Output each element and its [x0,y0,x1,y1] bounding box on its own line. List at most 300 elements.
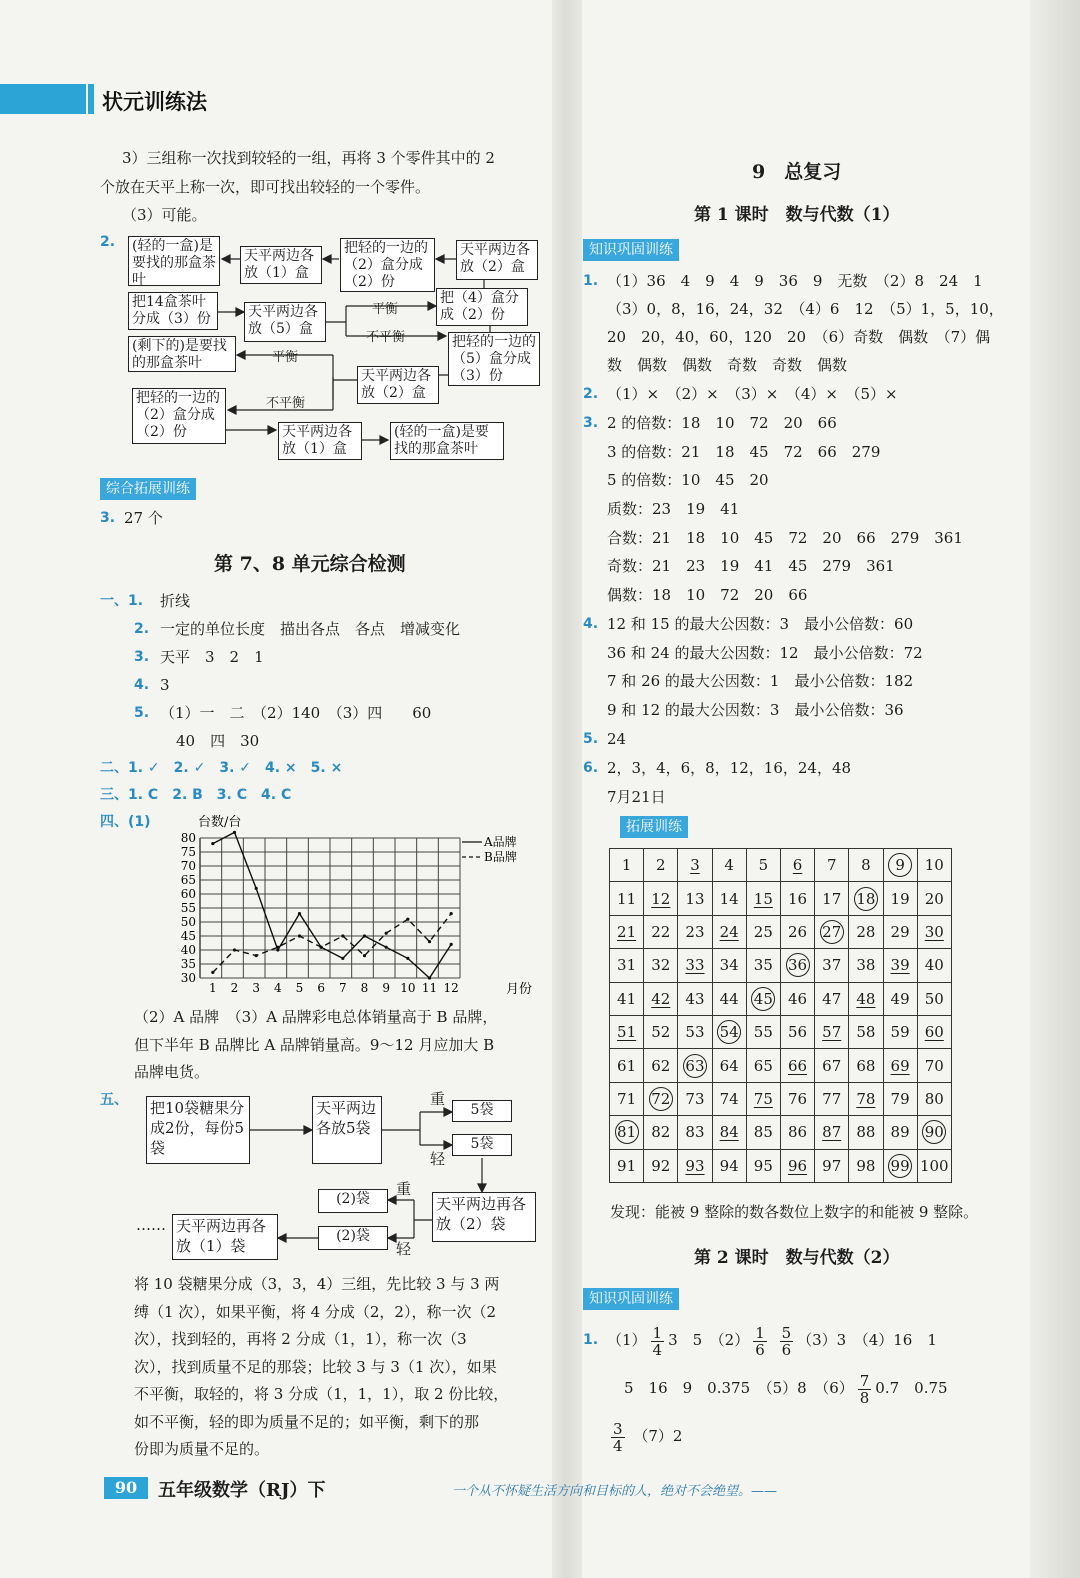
flow-box-result-light: (轻的一盒)是要找的那盒茶叶 [128,236,220,286]
r-a6-answer-2: 7月21日 [607,788,666,806]
grid-number: 34 [719,956,739,975]
grid-number: 65 [753,1056,773,1075]
s1-5-num: 5. [134,705,150,721]
r-a4-num: 4. [583,616,599,632]
explanation-line: 如不平衡，轻的即为质量不足的；如平衡，剩下的那 [134,1412,480,1431]
s1-2-answer: 一定的单位长度 描出各点 各点 增减变化 [160,620,461,638]
grid-row [610,1015,952,1048]
circled-number: 27 [820,920,844,944]
grid-number: 86 [787,1123,808,1142]
grid-number: 47 [822,989,842,1008]
grid-cell [849,915,883,948]
section-tag-extended: 综合拓展训练 [100,478,196,500]
grid-number: 59 [890,1023,910,1042]
grid-number: 29 [890,922,910,941]
circled-number: 72 [649,1087,673,1111]
underlined-number: 48 [856,989,876,1008]
underlined-number: 15 [753,889,773,908]
grid-cell [678,982,712,1015]
grid-cell [849,982,883,1015]
grid-number: 98 [856,1156,876,1175]
fraction-num: 7 [859,1371,870,1390]
chart-y-tick: 45 [180,929,196,943]
grid-cell [712,1116,746,1149]
grid-number: 52 [651,1023,671,1042]
b1-part: 0.7 0.75 [875,1379,948,1397]
flow-label-balance: 平衡 [372,302,399,317]
grid-number: 68 [856,1056,876,1075]
chart-y-tick: 40 [180,943,196,957]
grid-number: 8 [861,856,871,875]
r-a1-line-3: 20 20，40，60，120 20 （6）奇数 偶数 （7）偶 [607,328,991,346]
grid-cell [746,1149,780,1182]
grid-row [610,1116,952,1149]
grid-cell [780,1082,814,1115]
b1-part: （7）2 [633,1427,683,1445]
grid-number: 73 [685,1089,705,1108]
r-a2-num: 2. [583,386,599,402]
grid-cell [644,882,678,915]
flow-label-unbalance-2: 不平衡 [266,396,306,411]
grid-cell [849,1082,883,1115]
grid-row [610,849,952,882]
chart-y-tick: 50 [180,915,196,929]
lesson-2-title: 第 2 课时 数与代数（2） [694,1248,900,1268]
explanation-line: 不平衡，取轻的，将 3 分成（1，1，1），取 2 份比较， [134,1385,509,1403]
grid-number: 38 [856,956,876,975]
flow2-label-light: 轻 [430,1150,446,1168]
flow-box-result-light-b: (轻的一盒)是要找的那盒茶叶 [390,422,504,460]
grid-cell [644,1015,678,1048]
grid-cell [780,882,814,915]
grid-number: 85 [753,1123,773,1142]
fraction-den: 4 [613,1436,623,1455]
grid-number: 95 [753,1156,773,1175]
s4-answer-2: 但下半年 B 品牌比 A 品牌销量高。9～12 月应加大 B [134,1036,495,1054]
underlined-number: 93 [685,1156,705,1175]
grid-cell [746,915,780,948]
underlined-number: 33 [685,956,705,975]
grid-cell [746,1049,780,1082]
fraction-den: 4 [652,1340,663,1359]
grid-cell [780,1049,814,1082]
grid-number: 37 [822,956,842,975]
grid-number: 100 [919,1156,949,1175]
chart-x-tick: 10 [400,981,416,995]
grid-cell [917,1149,951,1182]
grid-number: 79 [890,1089,910,1108]
underlined-number: 24 [719,922,739,941]
fraction-num: 5 [781,1323,792,1342]
grid-cell [849,949,883,982]
flow-box-split-4: 把（4）盒分成（2）份 [436,288,528,326]
grid-cell [917,949,951,982]
s1-1-num: 一、1. [100,593,144,609]
explanation-line: 将 10 袋糖果分成（3，3，4）三组，先比较 3 与 3 两 [134,1275,500,1293]
circled-number: 36 [786,953,810,977]
chart-x-tick: 6 [317,981,325,995]
grid-row [610,882,952,915]
chart-x-tick: 8 [360,981,369,995]
circled-number: 45 [751,987,775,1011]
underlined-number: 51 [617,1023,637,1042]
grid-row [610,1082,952,1115]
grid-number: 43 [685,989,705,1008]
grid-cell [780,915,814,948]
chart-x-tick: 7 [339,981,347,995]
r-a1-num: 1. [583,273,599,289]
underlined-number: 66 [787,1056,808,1075]
fraction [858,1373,872,1406]
grid-number: 11 [617,889,637,908]
grid-cell [712,1082,746,1115]
grid-cell [815,982,849,1015]
circled-number: 9 [888,853,912,877]
flow-box-weigh-1b: 天平两边各放（1）盒 [278,422,362,460]
s1-5-answer: （1）一 二 （2）140 （3）四 60 [160,704,432,722]
grid-number: 77 [822,1089,842,1108]
fraction [651,1325,665,1358]
grid-cell [849,1015,883,1048]
grid-number: 71 [617,1089,637,1108]
fraction-den: 6 [781,1340,792,1359]
s1-2-num: 2. [134,621,150,637]
grid-cell [644,949,678,982]
s5-label: 五、 [100,1092,128,1108]
b1-part: 3 5 （2） [668,1331,750,1349]
fraction-den: 6 [755,1340,765,1359]
chart-x-tick: 3 [252,981,260,995]
chart-x-tick: 9 [382,981,390,995]
grid-cell [780,1149,814,1182]
underlined-number: 6 [792,856,803,875]
page-number: 90 [104,1477,148,1499]
s1-4-answer: 3 [160,676,170,694]
r-a3-line-3: 5 的倍数：10 45 20 [607,471,769,489]
s4-answer-1: （2）A 品牌 （3）A 品牌彩电总体销量高于 B 品牌， [134,1008,498,1026]
fraction [753,1325,767,1358]
grid-number: 35 [753,956,773,975]
grid-cell [712,1015,746,1048]
s1-3-num: 3. [134,649,150,665]
grid-cell [712,949,746,982]
grid-cell [746,1116,780,1149]
flow2-box-weigh-2: 天平两边再各放（2）袋 [432,1192,536,1242]
grid-cell [712,1149,746,1182]
footer-quote: 一个从不怀疑生活方向和目标的人，绝对不会绝望。—— [452,1484,778,1499]
section-tag-knowledge-2: 知识巩固训练 [583,1288,679,1310]
grid-cell [780,1015,814,1048]
s1-5-answer-cont: 40 四 30 [176,732,260,750]
grid-number: 70 [924,1056,944,1075]
grid-cell [610,949,644,982]
grid-number: 46 [787,989,808,1008]
chart-y-tick: 65 [180,873,196,887]
explanation-line: 缚（1 次），如果平衡，将 4 分成（2，2），称一次（2 [134,1302,497,1321]
grid-cell [746,849,780,882]
s1-4-num: 4. [134,677,150,693]
r-a1-line-1: （1）36 4 9 4 9 36 9 无数 （2）8 24 1 [607,272,983,290]
chart-y-tick: 30 [180,971,196,985]
grid-number: 49 [890,989,910,1008]
grid-cell [883,882,917,915]
grid-cell [610,1082,644,1115]
grid-number: 76 [787,1089,808,1108]
grid-cell [883,1149,917,1182]
grid-number: 32 [651,956,671,975]
s4-label: 四、(1) [100,814,151,830]
chart-x-tick: 5 [295,981,304,995]
grid-cell [678,949,712,982]
lesson-1-title: 第 1 课时 数与代数（1） [694,205,900,225]
explanation-line: 份即为质量不足的。 [134,1440,270,1458]
r-a3-line-4: 质数：23 19 41 [607,500,740,518]
grid-cell [883,1116,917,1149]
grid-cell [746,1015,780,1048]
flow2-box-heavy-2: (2)袋 [318,1189,388,1213]
s1-3-answer: 天平 3 2 1 [160,648,264,666]
fraction-den: 8 [859,1388,870,1407]
grid-cell [644,1049,678,1082]
grid-cell [849,882,883,915]
b1-part: （3）3 （4）16 1 [797,1331,937,1349]
r-a3-line-6: 奇数：21 23 19 41 45 279 361 [607,557,895,575]
question-3-answer: 27 个 [124,509,163,527]
left-paragraph-2: 个放在天平上称一次，即可找出较轻的一个零件。 [100,178,431,196]
question-number: 2. [100,234,116,250]
grid-number: 91 [617,1156,637,1175]
chart-legend-label: A品牌 [484,835,517,849]
grid-cell [746,1082,780,1115]
grid-number: 62 [651,1056,671,1075]
grid-cell [917,849,951,882]
flow2-ellipsis: …… [136,1216,166,1234]
flow2-box-light-2: (2)袋 [318,1226,388,1250]
grid-cell [678,1082,712,1115]
grid-number: 5 [758,856,769,875]
section-tag-extension: 拓展训练 [620,816,688,838]
r-b1-line-3 [607,1416,682,1456]
grid-cell [917,915,951,948]
r-a3-num: 3. [583,415,599,431]
grid-cell [883,1015,917,1048]
grid-number: 56 [787,1023,808,1042]
underlined-number: 21 [617,922,637,941]
grid-cell [883,849,917,882]
grid-row [610,1149,952,1182]
grid-number: 23 [685,922,705,941]
s2-answers: 二、1. ✓ 2. ✓ 3. ✓ 4. × 5. × [100,760,343,776]
chart-x-tick: 12 [443,981,459,995]
grid-number: 94 [719,1156,739,1175]
grid-number: 16 [787,889,808,908]
grid-number: 25 [753,922,773,941]
underlined-number: 42 [651,989,671,1008]
r-a3-line-2: 3 的倍数：21 18 45 72 66 279 [607,443,881,461]
grid-number: 4 [724,856,734,875]
chart-y-tick: 80 [180,831,196,845]
grid-number: 20 [924,889,944,908]
grid-number: 92 [651,1156,671,1175]
grid-cell [883,915,917,948]
grid-cell [917,882,951,915]
grid-cell [746,949,780,982]
grid-cell [883,982,917,1015]
chapter-title: 9 总复习 [752,161,842,183]
underlined-number: 57 [822,1023,842,1042]
grid-cell [917,1116,951,1149]
grid-number: 61 [617,1056,637,1075]
grid-cell [644,1116,678,1149]
s4-answer-3: 品牌电货。 [134,1063,210,1081]
chart-x-tick: 11 [421,981,438,995]
grid-number: 74 [719,1089,739,1108]
grid-cell [815,849,849,882]
fraction-num: 1 [652,1323,663,1342]
grid-number: 28 [856,922,876,941]
underlined-number: 30 [924,922,944,941]
grid-cell [712,882,746,915]
grid-number: 31 [617,956,637,975]
section-title-unit-7-8: 第 7、8 单元综合检测 [214,553,406,575]
grid-number: 40 [924,956,944,975]
circled-number: 18 [854,887,878,911]
grid-cell [746,982,780,1015]
flow2-label-heavy: 重 [430,1090,446,1108]
grid-cell [815,882,849,915]
section-tag-knowledge: 知识巩固训练 [583,239,679,261]
grid-cell [610,1149,644,1182]
grid-number: 64 [719,1056,739,1075]
footer-book-title: 五年级数学（RJ）下 [158,1480,326,1501]
flow-box-result-remaining: (剩下的)是要找的那盒茶叶 [128,336,236,372]
grid-cell [678,1116,712,1149]
grid-cell [644,849,678,882]
grid-cell [815,1116,849,1149]
grid-cell [780,1116,814,1149]
grid-number: 13 [685,889,705,908]
grid-number: 97 [822,1156,842,1175]
flow-box-weigh-5: 天平两边各放（5）盒 [244,302,326,342]
grid-number: 19 [890,889,910,908]
grid-number: 41 [617,989,637,1008]
header-title: 状元训练法 [102,90,207,114]
r-a5-num: 5. [583,731,599,747]
r-b1-line-2 [624,1368,948,1408]
grid-number: 50 [924,989,944,1008]
chart-y-tick: 70 [180,859,196,873]
grid-cell [678,1049,712,1082]
grid-cell [610,882,644,915]
chart-y-tick: 60 [180,887,196,901]
flow-box-weigh-1: 天平两边各放（1）盒 [240,246,322,284]
flow-box-split-14: 把14盒茶叶分成（3）份 [128,292,218,330]
flow2-box-split-10: 把10袋糖果分成2份，每份5袋 [146,1096,250,1164]
r-a4-line-1: 12 和 15 的最大公因数：3 最小公倍数：60 [607,615,914,633]
chart-y-tick: 55 [180,901,196,915]
r-a5-answer: 24 [607,730,627,748]
underlined-number: 96 [787,1156,808,1175]
grid-cell [712,849,746,882]
r-b1-num: 1. [583,1332,599,1348]
grid-number: 88 [856,1123,876,1142]
grid-cell [644,1149,678,1182]
grid-number: 22 [651,922,671,941]
r-a4-line-4: 9 和 12 的最大公因数：3 最小公倍数：36 [607,701,904,719]
underlined-number: 87 [822,1123,842,1142]
grid-cell [883,1082,917,1115]
grid-cell [610,849,644,882]
hundred-number-grid [609,848,952,1183]
circled-number: 54 [717,1020,741,1044]
chart-x-tick: 4 [274,981,282,995]
grid-number: 55 [753,1023,773,1042]
circled-number: 99 [888,1154,912,1178]
fraction [611,1421,625,1454]
grid-cell [815,1149,849,1182]
question-3-number: 3. [100,510,116,526]
r-a1-line-4: 数 偶数 偶数 奇数 奇数 偶数 [607,356,848,374]
grid-number: 89 [890,1123,910,1142]
r-a6-answer: 2，3，4，6，8，12，16，24，48 [607,759,852,777]
explanation-line: 次），找到质量不足的那袋；比较 3 与 3（1 次），如果 [134,1357,497,1376]
grid-number: 17 [822,889,842,908]
r-a3-line-7: 偶数：18 10 72 20 66 [607,586,808,604]
grid-cell [678,915,712,948]
left-paragraph-3: （3）可能。 [122,206,207,224]
underlined-number: 75 [753,1089,773,1108]
underlined-number: 84 [719,1123,739,1142]
grid-cell [780,849,814,882]
flow2-label-light-2: 轻 [396,1240,412,1258]
underlined-number: 39 [890,956,910,975]
fraction [780,1325,794,1358]
grid-cell [610,982,644,1015]
flow2-box-weigh-5: 天平两边各放5袋 [312,1096,382,1164]
underlined-number: 69 [890,1056,910,1075]
flow-box-weigh-2b: 天平两边各放（2）盒 [357,366,439,404]
circled-number: 81 [615,1120,639,1144]
grid-number: 83 [685,1123,705,1142]
grid-cell [883,949,917,982]
grid-cell [883,1049,917,1082]
flow-box-weigh-2: 天平两边各放（2）盒 [456,240,538,280]
underlined-number: 78 [856,1089,876,1108]
grid-cell [712,915,746,948]
grid-number: 7 [826,856,837,875]
grid-number: 1 [621,856,632,875]
grid-cell [815,949,849,982]
flow2-box-heavy-5: 5袋 [452,1100,512,1122]
grid-row [610,1049,952,1082]
grid-cell [917,1015,951,1048]
grid-cell [746,882,780,915]
explanation-line: 次），找到轻的，再将 2 分成（1，1），称一次（3 [134,1330,467,1348]
r-a3-line-5: 合数：21 18 10 45 72 20 66 279 361 [607,529,963,547]
grid-cell [678,1015,712,1048]
grid-row [610,949,952,982]
underlined-number: 60 [924,1023,944,1042]
fraction-num: 3 [613,1419,623,1438]
r-b1-line-1 [607,1320,937,1360]
grid-cell [917,1082,951,1115]
underlined-number: 12 [651,889,671,908]
grid-number: 58 [856,1023,876,1042]
grid-number: 67 [822,1056,842,1075]
grid-cell [610,1015,644,1048]
r-a2-answer: （1）× （2）× （3）× （4）× （5）× [607,385,898,403]
grid-cell [849,849,883,882]
